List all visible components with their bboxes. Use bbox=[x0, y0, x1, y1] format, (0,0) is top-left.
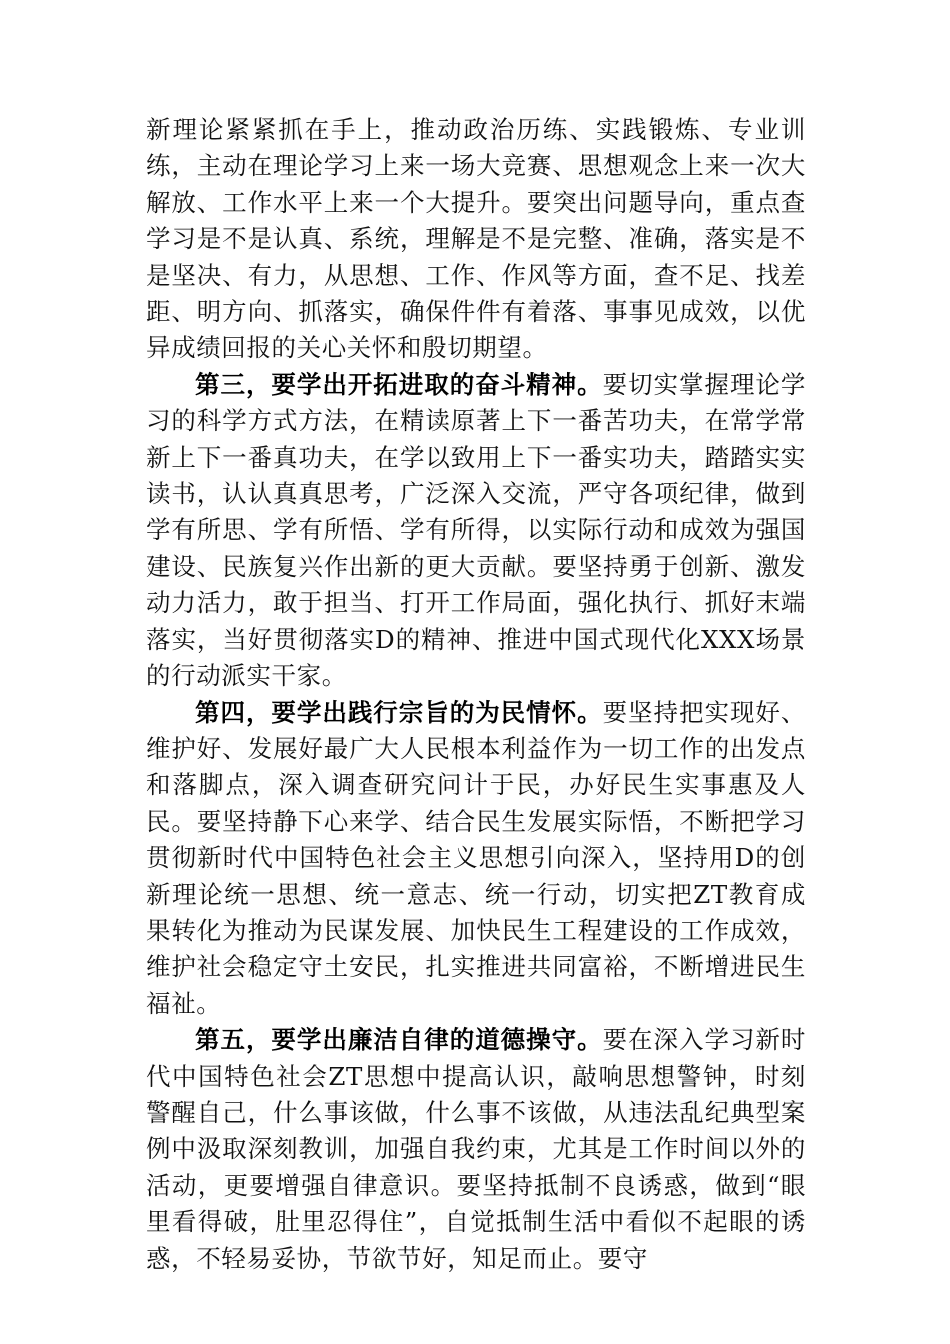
paragraph-text: 要坚持把实现好、维护好、发展好最广大人民根本利益作为一切工作的出发点和落脚点，深入调查研究问计于民，办好民生实事惠及人民。要坚持静下心来学、结合民生发展实际悟，不断把学习贯彻新时代中国特色社会主义思想引向深入，坚持用D的创新理论统一思想、统一意志、统一行动，切实把ZT教育成果转化为推动为民谋发展、加快民生工程建设的工作成效，维护社会稳定守土安民，扎实推进共同富裕，不断增进民生福祉。 bbox=[146, 697, 806, 1018]
paragraph-text: 新理论紧紧抓在手上，推动政治历练、实践锻炼、专业训练，主动在理论学习上来一场大竞赛、思想观念上来一次大解放、工作水平上来一个大提升。要突出问题导向，重点查学习是不是认真、系统，理解是不是完整、准确，落实是不是坚决、有力，从思想、工作、作风等方面，查不足、找差距、明方向、抓落实，确保件件有着落、事事见成效，以优异成绩回报的关心关怀和殷切期望。 bbox=[146, 115, 806, 363]
paragraph-continuation bbox=[146, 112, 806, 367]
paragraph-text: 要在深入学习新时代中国特色社会ZT思想中提高认识，敲响思想警钟，时刻警醒自己，什么事该做，什么事不该做，从违法乱纪典型案例中汲取深刻教训，加强自我约束，尤其是工作时间以外的活动，更要增强自律意识。要坚持抵制不良诱惑，做到“眼里看得破，肚里忍得住”，自觉抵制生活中看似不起眼的诱惑，不轻易妥协，节欲节好，知足而止。要守 bbox=[146, 1025, 806, 1273]
paragraph-heading: 第三，要学出开拓进取的奋斗精神。 bbox=[195, 369, 603, 399]
paragraph-heading: 第五，要学出廉洁自律的道德操守。 bbox=[195, 1025, 603, 1055]
document-body bbox=[146, 112, 806, 1277]
paragraph-third-point bbox=[146, 367, 806, 695]
paragraph-heading: 第四，要学出践行宗旨的为民情怀。 bbox=[195, 697, 603, 727]
paragraph-fourth-point bbox=[146, 695, 806, 1023]
paragraph-fifth-point bbox=[146, 1022, 806, 1277]
paragraph-text: 要切实掌握理论学习的科学方式方法，在精读原著上下一番苦功夫，在常学常新上下一番真功夫，在学以致用上下一番实功夫，踏踏实实读书，认认真真思考，广泛深入交流，严守各项纪律，做到学有所思、学有所悟、学有所得，以实际行动和成效为强国建设、民族复兴作出新的更大贡献。要坚持勇于创新、激发动力活力，敢于担当、打开工作局面，强化执行、抓好末端落实，当好贯彻落实D的精神、推进中国式现代化XXX场景的行动派实干家。 bbox=[146, 369, 806, 691]
